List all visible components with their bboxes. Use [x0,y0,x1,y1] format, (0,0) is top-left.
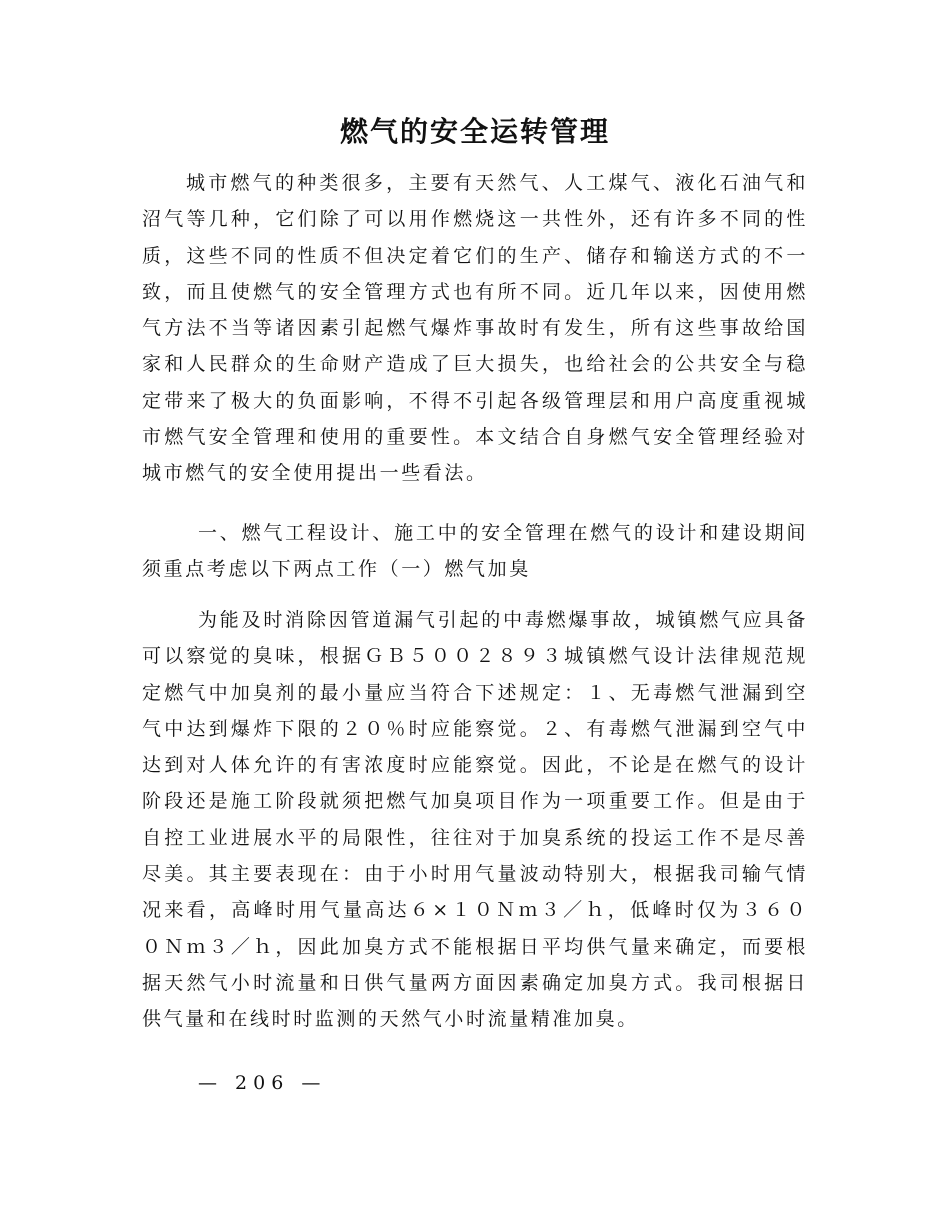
paragraph-odorization: 为能及时消除因管道漏气引起的中毒燃爆事故，城镇燃气应具备可以察觉的臭味，根据ＧＢ５００２８９３城镇燃气设计法律规范规定燃气中加臭剂的最小量应当符合下述规定：１、无毒燃气泄漏到空气中达到爆炸下限的２０％时应能察觉。２、有毒燃气泄漏到空气中达到对人体允许的有害浓度时应能察觉。因此，不论是在燃气的设计阶段还是施工阶段就须把燃气加臭项目作为一项重要工作。但是由于自控工业进展水平的局限性，往往对于加臭系统的投运工作不是尽善尽美。其主要表现在：由于小时用气量波动特别大，根据我司输气情况来看，高峰时用气量高达６×１０Ｎｍ３／ｈ，低峰时仅为３６００Ｎｍ３／ｈ，因此加臭方式不能根据日平均供气量来确定，而要根据天然气小时流量和日供气量两方面因素确定加臭方式。我司根据日供气量和在线时时监测的天然气小时流量精准加臭。 [142,609,808,1031]
document-title: 燃气的安全运转管理 [339,115,610,148]
paragraph-section-heading: 一、燃气工程设计、施工中的安全管理在燃气的设计和建设期间须重点考虑以下两点工作（一）燃气加臭 [142,522,808,581]
page-number: — 206 — [198,1072,327,1094]
paragraph-intro: 城市燃气的种类很多，主要有天然气、人工煤气、液化石油气和沼气等几种，它们除了可以用作燃烧这一共性外，还有许多不同的性质，这些不同的性质不但决定着它们的生产、储存和输送方式的不一致，而且使燃气的安全管理方式也有所不同。近几年以来，因使用燃气方法不当等诸因素引起燃气爆炸事故时有发生，所有这些事故给国家和人民群众的生命财产造成了巨大损失，也给社会的公共安全与稳定带来了极大的负面影响，不得不引起各级管理层和用户高度重视城市燃气安全管理和使用的重要性。本文结合自身燃气安全管理经验对城市燃气的安全使用提出一些看法。 [142,172,808,485]
